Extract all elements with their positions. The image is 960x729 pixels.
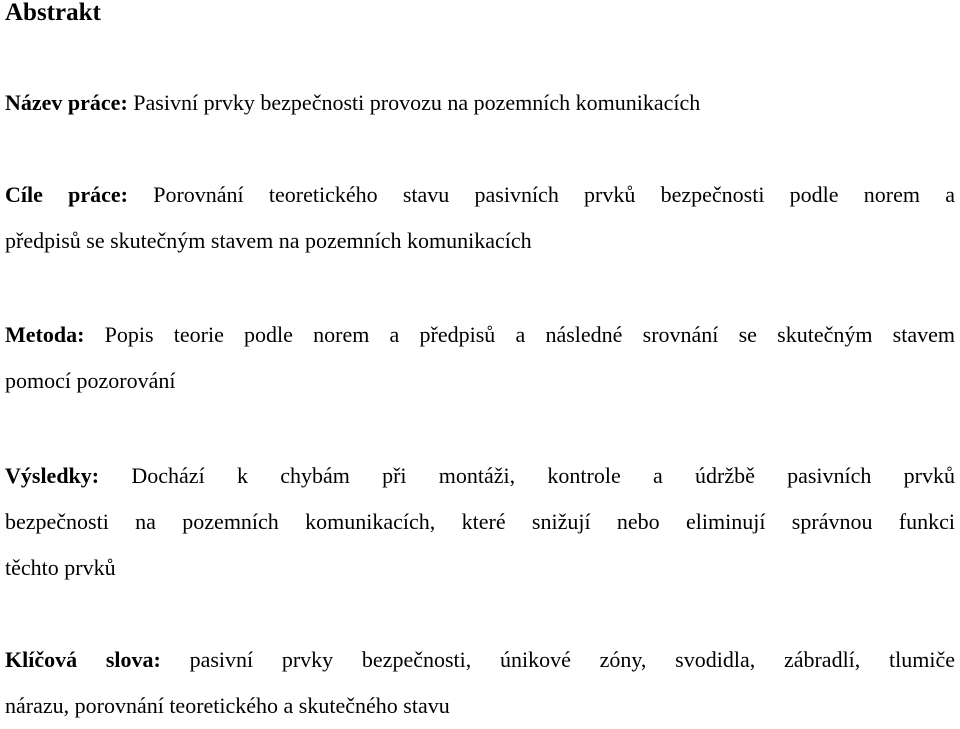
keywords-line-1 (5, 637, 955, 683)
keywords-text-2: nárazu, porovnání teoretického a skutečného stavu (5, 693, 450, 718)
method-section (5, 312, 955, 404)
thesis-title-line (5, 80, 955, 126)
thesis-title-label: Název práce: (5, 90, 128, 115)
page-title: Abstrakt (5, 0, 101, 26)
keywords-section (5, 637, 955, 729)
method-text-2: pomocí pozorování (5, 368, 176, 393)
goals-section (5, 172, 955, 264)
results-text-1: Dochází k chybám při montáži, kontrole a údržbě pasivních prvků (131, 463, 956, 488)
goals-text-2: předpisů se skutečným stavem na pozemních komunikacích (5, 228, 532, 253)
method-line-1 (5, 312, 955, 358)
results-line-1 (5, 453, 955, 499)
method-label: Metoda: (5, 322, 85, 347)
results-section (5, 453, 955, 591)
thesis-title-text: Pasivní prvky bezpečnosti provozu na pozemních komunikacích (133, 90, 701, 115)
thesis-title-section (5, 80, 955, 126)
results-text-2: bezpečnosti na pozemních komunikacích, které snižují nebo eliminují správnou funkci (5, 509, 955, 534)
results-label: Výsledky: (5, 463, 100, 488)
method-text-1: Popis teorie podle norem a předpisů a následné srovnání se skutečným stavem (104, 322, 955, 347)
goals-line-1 (5, 172, 955, 218)
goals-label: Cíle práce: (5, 182, 128, 207)
goals-text-1: Porovnání teoretického stavu pasivních prvků bezpečnosti podle norem a (153, 182, 955, 207)
keywords-text-1: pasivní prvky bezpečnosti, únikové zóny, svodidla, zábradlí, tlumiče (189, 647, 956, 672)
keywords-label: Klíčová slova: (5, 647, 161, 672)
results-text-3: těchto prvků (5, 555, 116, 580)
